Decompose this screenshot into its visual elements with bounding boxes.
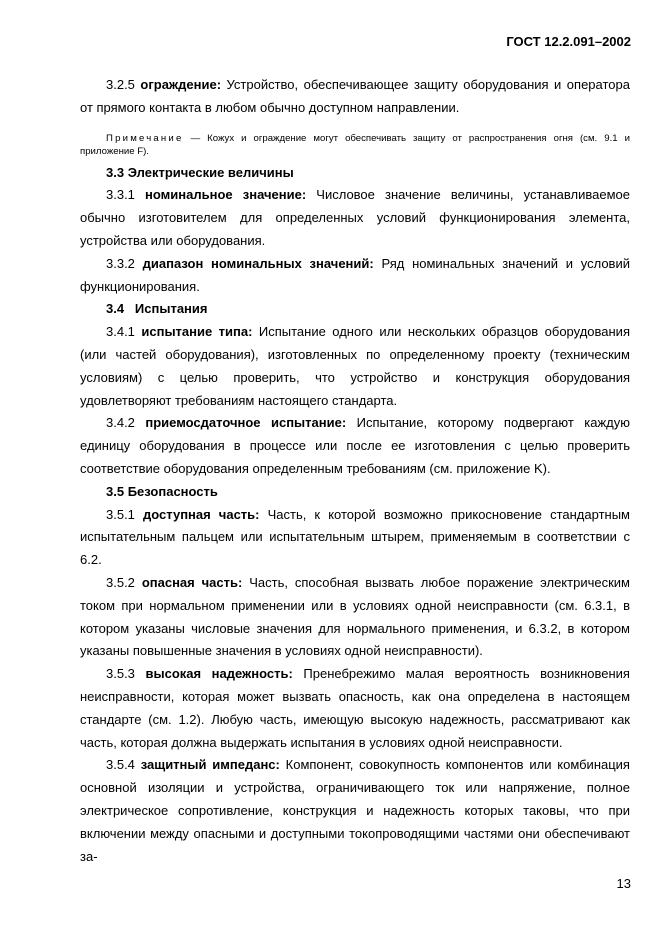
section-3-5-heading [80,481,630,504]
clause-text: Часть, к которой возможно прикосновение стандартным испытательным пальцем или испытательным штырем, применяемым в соответствии с 6.2. [80,506,630,568]
clause-number: 3.3.1 [106,187,135,203]
section-number: 3.4 [106,301,125,317]
clause-3-5-1 [80,504,630,572]
clause-number: 3.5.1 [106,506,135,522]
clause-text: Пренебрежимо малая вероятность возникновения неисправности, которая может вызвать опасность, как она определена в настоящем стандарте (см. 1.2). Любую часть, имеющую высокую надежность, рассматривают как часть, которая должна выдержать испытания в условиях одной неисправности. [80,666,630,750]
clause-3-4-1 [80,321,630,412]
clause-term: диапазон номинальных значений: [142,255,374,271]
clause-3-5-2 [80,572,630,663]
section-3-3-heading [80,162,630,185]
clause-term: защитный импеданс: [140,757,280,773]
clause-number: 3.4.1 [106,324,135,340]
clause-3-4-2 [80,412,630,480]
section-number: 3.5 [106,483,125,499]
clause-text: Числовое значение величины, устанавливаемое обычно изготовителем для определенных условий функционирования элемента, устройства или оборудования. [80,187,630,248]
section-title: Испытания [134,301,208,317]
clause-3-5-4 [80,754,630,868]
clause-3-3-1 [80,184,630,252]
clause-number: 3.5.2 [106,574,135,590]
clause-3-3-2 [80,253,630,299]
clause-term: номинальное значение: [145,187,307,203]
page-number: 13 [616,876,631,891]
clause-number: 3.5.3 [106,666,135,682]
document-body [80,74,630,868]
clause-term: опасная часть: [141,574,243,590]
note [80,132,630,158]
document-code: ГОСТ 12.2.091–2002 [506,34,631,49]
clause-text: Устройство, обеспечивающее защиту оборудования и оператора от прямого контакта в любом обычно доступном направлении. [80,77,630,115]
clause-text: Испытание, которому подвергают каждую единицу оборудования в процессе или после ее изготовления с целью проверить соответствие оборудования определенным требованиям (см. приложение K). [80,415,630,476]
clause-number: 3.5.4 [106,757,135,773]
clause-term: высокая надежность: [145,666,293,682]
clause-text: Испытание одного или нескольких образцов оборудования (или частей оборудования), изготовленных по определенному проекту (техническим условиям) с целью проверить, что устройство и конструкция оборудования удовлетворяют требованиям настоящего стандарта. [80,324,630,408]
clause-number: 3.3.2 [106,255,135,271]
note-text: — Кожух и ограждение могут обеспечивать защиту от распространения огня (см. 9.1 и приложение F). [80,132,630,157]
clause-term: ограждение: [140,77,222,92]
clause-3-2-5 [80,74,630,120]
clause-number: 3.2.5 [106,77,135,92]
section-title: Электрические величины [127,164,294,180]
clause-term: доступная часть: [143,506,260,522]
clause-text: Ряд номинальных значений и условий функционирования. [80,255,630,294]
clause-number: 3.4.2 [106,415,135,431]
clause-3-5-3 [80,663,630,754]
note-label: Примечание [106,132,184,144]
section-number: 3.3 [106,164,125,180]
section-title: Безопасность [127,483,218,499]
clause-text: Часть, способная вызвать любое поражение электрическим током при нормальном применении или в условиях одной неисправности (см. 6.3.1, в котором указаны числовые значения для нормального применения, и 6.3.2, в котором указаны повышенные значения в условиях одной неисправности). [80,574,630,659]
clause-text: Компонент, совокупность компонентов или комбинация основной изоляции и устройства, ограничивающего ток или напряжение, полное электрическое сопротивление, конструкция и надежность которых таковы, что при включении между опасными и доступными токопроводящими частями они обеспечивают за- [80,757,630,864]
clause-term: приемосдаточное испытание: [145,415,347,431]
clause-term: испытание типа: [141,324,253,340]
section-3-4-heading [80,298,630,321]
